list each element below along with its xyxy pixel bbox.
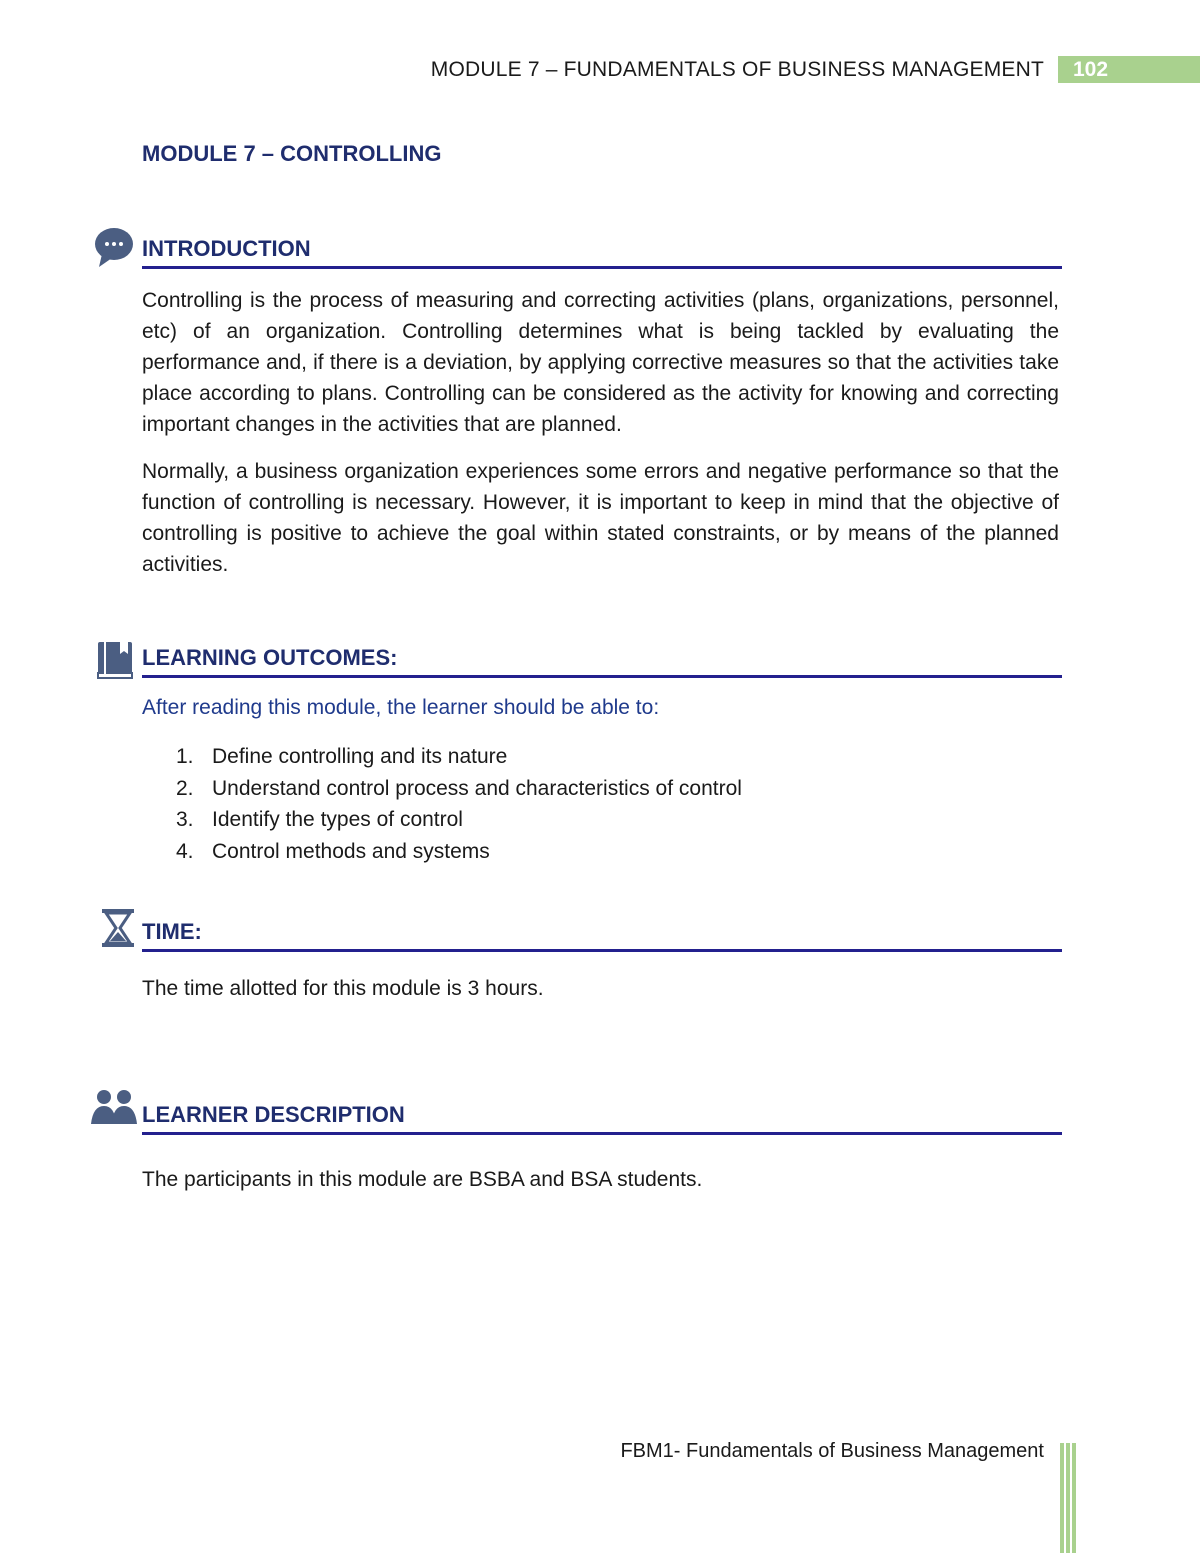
time-heading <box>142 919 1062 952</box>
people-icon <box>90 1088 138 1126</box>
list-item-text: Define controlling and its nature <box>212 745 508 768</box>
time-text: The time allotted for this module is 3 hours. <box>142 977 544 1000</box>
list-item-number: 1. <box>176 745 194 768</box>
introduction-heading-text: INTRODUCTION <box>142 236 311 261</box>
list-item <box>142 836 742 868</box>
module-title: MODULE 7 – CONTROLLING <box>142 141 442 166</box>
list-item-number: 4. <box>176 840 194 864</box>
list-item <box>142 741 742 773</box>
list-item-number: 2. <box>176 776 194 800</box>
list-item-text: Control methods and systems <box>212 840 490 864</box>
learning-outcomes-list <box>142 741 742 868</box>
list-item <box>142 773 742 805</box>
learning-outcomes-heading <box>142 645 1062 678</box>
list-item <box>142 804 742 836</box>
hourglass-icon <box>100 908 136 948</box>
introduction-paragraph-1: Controlling is the process of measuring and correcting activities (plans, organizations, personnel, etc) of an organization. Controlling determines what is being tackled by evaluating the performance and, if there is a deviation, by applying corrective measures so that the activities take place according to plans. Controlling can be considered as the activity for knowing and correcting important changes in the activities that are planned. <box>142 289 1059 436</box>
introduction-heading <box>142 236 1062 269</box>
footer-text: FBM1- Fundamentals of Business Management <box>620 1440 1044 1462</box>
running-header-title: MODULE 7 – FUNDAMENTALS OF BUSINESS MANAGEMENT <box>430 58 1044 81</box>
speech-bubble-icon <box>94 226 134 268</box>
list-item-number: 3. <box>176 808 194 832</box>
time-heading-text: TIME: <box>142 919 202 944</box>
book-icon <box>96 640 134 680</box>
learning-outcomes-lead: After reading this module, the learner should be able to: <box>142 696 660 719</box>
learning-outcomes-heading-text: LEARNING OUTCOMES: <box>142 645 398 670</box>
list-item-text: Understand control process and characteristics of control <box>212 776 742 800</box>
introduction-paragraph-2: Normally, a business organization experiences some errors and negative performance so that the function of controlling is necessary. However, it is important to keep in mind that the objective of controlling is positive to achieve the goal within stated constraints, or by means of the planned activities. <box>142 460 1059 576</box>
learner-description-heading <box>142 1102 1062 1135</box>
page-number: 102 <box>1058 56 1200 83</box>
list-item-text: Identify the types of control <box>212 808 463 832</box>
footer-decoration <box>1060 1443 1076 1553</box>
learner-description-heading-text: LEARNER DESCRIPTION <box>142 1102 405 1127</box>
learner-description-text: The participants in this module are BSBA and BSA students. <box>142 1168 703 1191</box>
